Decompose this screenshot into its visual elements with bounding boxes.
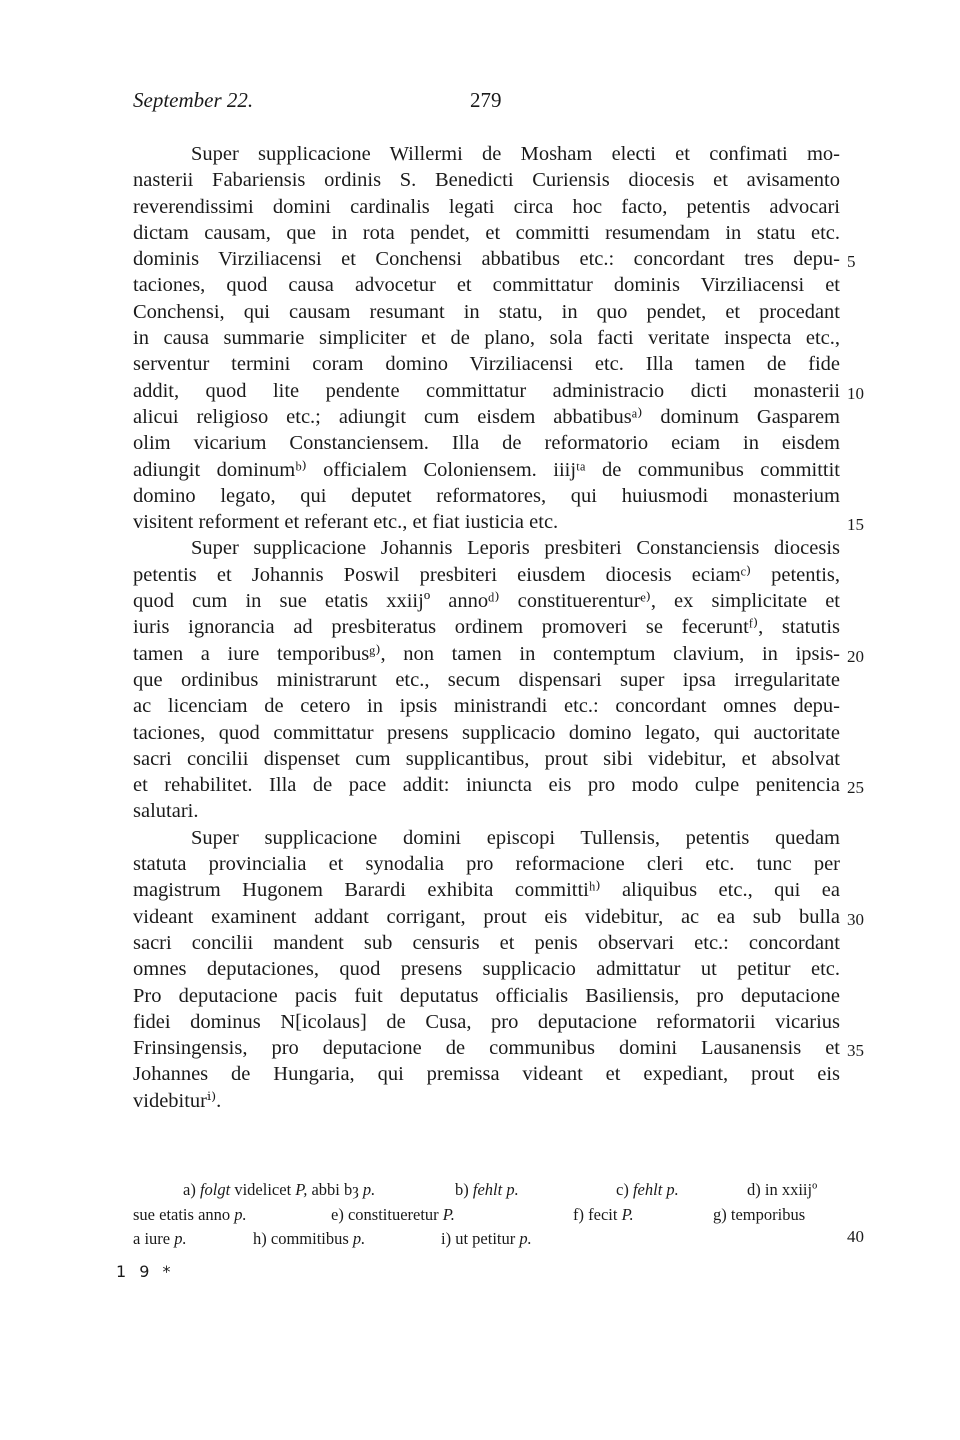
- text-line: Frinsingensis, pro deputacione de communibus domini Lausanensis et: [133, 1037, 840, 1060]
- footnote-d: [747, 1178, 817, 1203]
- text-line: dominis Virziliacensi et Conchensi abbatibus etc.: concordant tres depu-: [133, 248, 840, 271]
- footnote-text: folgt: [199, 1180, 231, 1199]
- footnote-e: [331, 1203, 455, 1228]
- text-line: et rehabilitet. Illa de pace addit: iniuncta eis pro modo culpe penitencia: [133, 774, 840, 797]
- footnote-text: temporibus: [730, 1204, 806, 1224]
- footnote-g: [713, 1203, 805, 1228]
- text-line: alicui religioso etc.; adiungit cum eisdem abbatibusᵃ⁾ dominum Gasparem: [133, 405, 840, 428]
- footnote-mark: h): [253, 1229, 267, 1248]
- footnote-text: commitibus: [270, 1229, 349, 1248]
- text-line: sacri concilii mandent sub censuris et penis observari etc.: concordant: [133, 931, 840, 954]
- footnote-mark: i): [441, 1229, 452, 1248]
- text-line: Johannes de Hungaria, qui premissa videant et expediant, prout eis: [133, 1063, 840, 1086]
- text-line: fidei dominus N[icolaus] de Cusa, pro deputacione reformatorii vicarius: [133, 1010, 840, 1033]
- text-line: videant examinent addant corrigant, prout eis videbitur, ac ea sub bulla: [133, 905, 840, 928]
- text-line: domino legato, qui deputet reformatores, qui huiusmodi monasterium: [133, 484, 840, 507]
- footnote-text: ut petitur: [455, 1229, 516, 1248]
- footnote-source: p.: [174, 1229, 187, 1248]
- text-line: olim vicarium Constanciensem. Illa de reformatorio eciam in eisdem: [133, 432, 840, 455]
- running-header: [133, 88, 840, 118]
- text-line: addit, quod lite pendente committatur administracio dicti monasterii: [133, 379, 840, 402]
- footnote-text: videlicet: [234, 1180, 292, 1199]
- text-line: magistrum Hugonem Barardi exhibita committiʰ⁾ aliquibus etc., qui ea: [133, 879, 840, 902]
- text-line: taciones, quod committatur presens supplicacio domino legato, qui auctoritate: [133, 721, 840, 744]
- footnote-mark: d): [747, 1180, 761, 1199]
- footnote-text: abbi bȝ: [311, 1180, 359, 1199]
- footnote-text: fehlt p.: [632, 1180, 679, 1199]
- text-line: quod cum in sue etatis xxiijº annoᵈ⁾ constituerenturᵉ⁾, ex simplicitate et: [133, 590, 840, 613]
- text-line: adiungit dominumᵇ⁾ officialem Coloniensem. iiijᵗᵃ de communibus committit: [133, 458, 840, 481]
- footnote-source: p.: [519, 1229, 532, 1248]
- footnotes: [133, 1178, 840, 1252]
- text-line: dictam causam, que in rota pendet, et committi resumendam in statu etc.: [133, 221, 840, 244]
- text-line: Super supplicacione Johannis Leporis presbiteri Constanciensis diocesis: [191, 537, 840, 560]
- text-line: sacri concilii dispenset cum supplicantibus, prout sibi videbitur, et absolvat: [133, 747, 840, 770]
- text-line: Super supplicacione domini episcopi Tullensis, petentis quedam: [191, 826, 840, 849]
- footnote-row: [133, 1203, 840, 1228]
- text-line: petentis et Johannis Poswil presbiteri eiusdem diocesis eciamᶜ⁾ petentis,: [133, 563, 840, 586]
- line-number: 35: [847, 1041, 864, 1060]
- text-line: Pro deputacione pacis fuit deputatus officialis Basiliensis, pro deputacione: [133, 984, 840, 1007]
- footnote-source: p.: [362, 1180, 376, 1199]
- text-line: Conchensi, qui causam resumant in statu, in quo pendet, et procedant: [133, 300, 840, 323]
- signature-mark: 1 9 *: [116, 1262, 175, 1281]
- text-line: iuris ignorancia ad presbiteratus ordinem promoveri se feceruntᶠ⁾, statutis: [133, 616, 840, 639]
- line-number: 15: [847, 515, 864, 534]
- footnote-a: [183, 1178, 375, 1203]
- footnote-text: a iure: [133, 1229, 171, 1248]
- footnote-mark: c): [616, 1180, 629, 1199]
- header-date: September 22.: [133, 88, 254, 112]
- text-line: ac licenciam de cetero in ipsis ministrandi etc.: concordant omnes depu-: [133, 695, 840, 718]
- footnote-source: P.: [442, 1204, 455, 1224]
- footnote-row: [133, 1178, 840, 1203]
- text-line: visitent reforment et referant etc., et fiat iusticia etc.: [133, 511, 559, 534]
- footnote-f: [573, 1203, 634, 1228]
- footnote-h: [253, 1227, 365, 1252]
- line-number: 20: [847, 647, 864, 666]
- line-number: 30: [847, 910, 864, 929]
- footnote-b: [455, 1178, 519, 1203]
- footnote-g-continued: [133, 1227, 187, 1252]
- text-line: taciones, quod causa advocetur et committatur dominis Virziliacensi et: [133, 274, 840, 297]
- footnote-source: P.: [621, 1204, 634, 1224]
- footnote-c: [616, 1178, 679, 1203]
- text-line: salutari.: [133, 800, 199, 823]
- footnote-mark: e): [331, 1204, 344, 1224]
- line-number: 5: [847, 252, 856, 271]
- page-number: 279: [470, 88, 502, 112]
- footnote-mark: a): [183, 1180, 196, 1199]
- footnote-i: [441, 1227, 532, 1252]
- footnote-source: P,: [295, 1180, 308, 1199]
- line-number: 25: [847, 778, 864, 797]
- footnote-source: p.: [352, 1229, 366, 1248]
- text-line: que ordinibus ministrarunt etc., secum dispensari super ipsa irregularitate: [133, 668, 840, 691]
- footnote-source: p.: [234, 1204, 247, 1224]
- text-line: nasterii Fabariensis ordinis S. Benedicti Curiensis diocesis et avisamento: [133, 169, 840, 192]
- text-line: serventur termini coram domino Virziliacensi etc. Illa tamen de fide: [133, 353, 840, 376]
- footnote-text: fecit: [588, 1204, 618, 1224]
- text-line: Super supplicacione Willermi de Mosham electi et confimati mo-: [191, 143, 840, 165]
- footnote-row: [133, 1227, 840, 1252]
- footnote-text: sue etatis anno: [133, 1204, 231, 1224]
- text-line: reverendissimi domini cardinalis legati circa hoc facto, petentis advocari: [133, 195, 840, 218]
- footnote-mark: b): [455, 1180, 469, 1199]
- text-line: statuta provincialia et synodalia pro reformacione cleri etc. tunc per: [133, 853, 840, 876]
- footnote-mark: g): [713, 1204, 727, 1224]
- text-line: tamen a iure temporibusᵍ⁾, non tamen in contemptum clavium, in ipsis-: [133, 642, 840, 665]
- line-number: 40: [847, 1227, 864, 1246]
- text-line: omnes deputaciones, quod presens supplicacio admittatur ut petitur etc.: [133, 958, 840, 981]
- footnote-text: in xxiijº: [764, 1180, 818, 1199]
- text-line: videbiturⁱ⁾.: [133, 1089, 222, 1112]
- text-line: in causa summarie simpliciter et de plano, sola facti veritate inspecta etc.,: [133, 327, 840, 350]
- footnote-d-continued: [133, 1203, 247, 1228]
- footnote-mark: f): [573, 1204, 584, 1224]
- line-number: 10: [847, 384, 864, 403]
- footnote-text: fehlt p.: [472, 1180, 519, 1199]
- main-text: [133, 141, 840, 1114]
- footnote-text: constitueretur: [347, 1204, 439, 1224]
